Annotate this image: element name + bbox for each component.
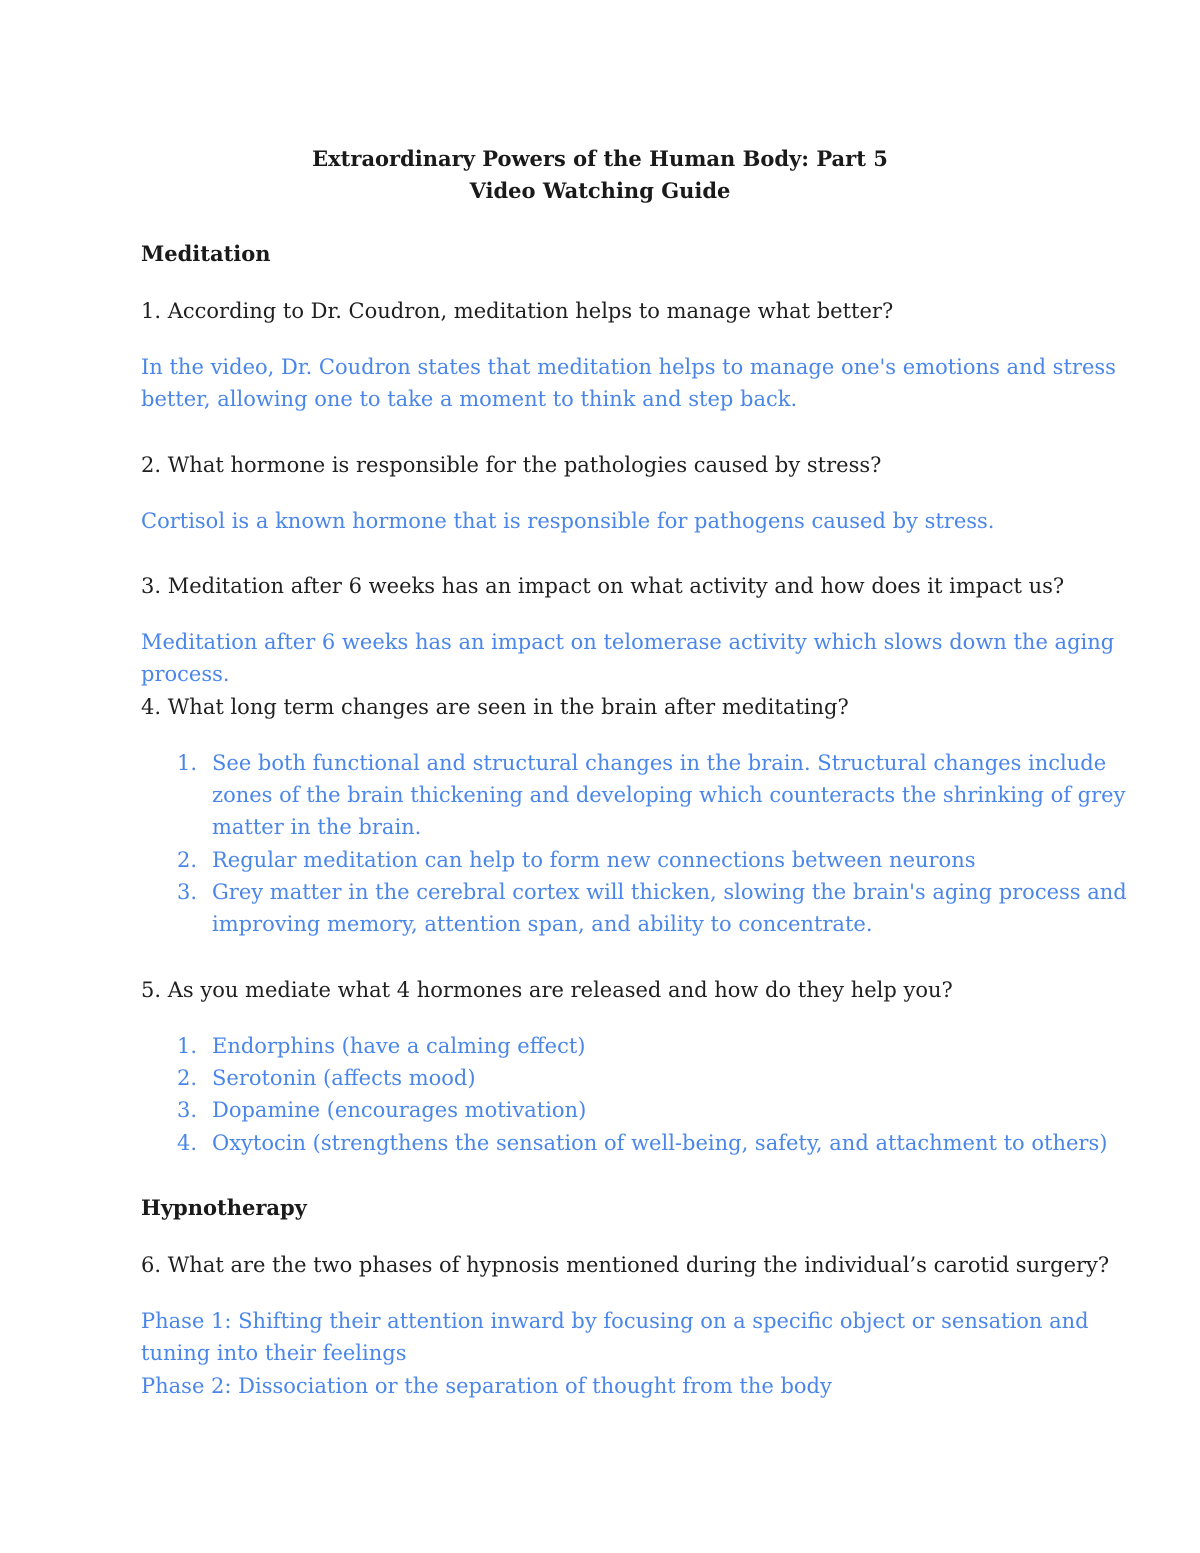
list-number: 2. — [177, 1066, 198, 1090]
list-number: 2. — [177, 848, 198, 872]
answer-1-line-2: better, allowing one to take a moment to think and step back. — [141, 387, 798, 411]
answer-3-line-1: Meditation after 6 weeks has an impact on telomerase activity which slows down the aging — [141, 630, 1115, 654]
section-heading-meditation: Meditation — [141, 241, 271, 266]
question-4: 4. What long term changes are seen in the brain after meditating? — [141, 695, 849, 719]
answer-1-line-1: In the video, Dr. Coudron states that meditation helps to manage one's emotions and stress — [141, 355, 1116, 379]
question-1: 1. According to Dr. Coudron, meditation helps to manage what better? — [141, 299, 894, 323]
list-text-continued: improving memory, attention span, and ability to concentrate. — [212, 912, 873, 936]
list-number: 3. — [177, 880, 198, 904]
document-title — [0, 143, 1200, 207]
list-number: 1. — [177, 751, 198, 775]
list-text: Regular meditation can help to form new connections between neurons — [212, 848, 976, 872]
list-text: See both functional and structural changes in the brain. Structural changes include — [212, 751, 1107, 775]
list-text: Endorphins (have a calming effect) — [212, 1034, 586, 1058]
title-line-1: Extraordinary Powers of the Human Body: Part 5 — [312, 146, 888, 171]
list-text: Serotonin (affects mood) — [212, 1066, 476, 1090]
answer-6-phase-1-line-2: tuning into their feelings — [141, 1341, 407, 1365]
list-text: Oxytocin (strengthens the sensation of well-being, safety, and attachment to others) — [212, 1131, 1108, 1155]
list-number: 4. — [177, 1131, 198, 1155]
list-text: Dopamine (encourages motivation) — [212, 1098, 587, 1122]
answer-6-phase-2: Phase 2: Dissociation or the separation of thought from the body — [141, 1374, 832, 1398]
question-6: 6. What are the two phases of hypnosis mentioned during the individual’s carotid surgery? — [141, 1253, 1110, 1277]
list-number: 1. — [177, 1034, 198, 1058]
section-heading-hypnotherapy: Hypnotherapy — [141, 1195, 307, 1220]
title-line-2: Video Watching Guide — [469, 178, 731, 203]
question-5: 5. As you mediate what 4 hormones are released and how do they help you? — [141, 978, 953, 1002]
list-text-continued: zones of the brain thickening and developing which counteracts the shrinking of grey — [212, 783, 1126, 807]
list-number: 3. — [177, 1098, 198, 1122]
answer-2: Cortisol is a known hormone that is responsible for pathogens caused by stress. — [141, 509, 995, 533]
question-2: 2. What hormone is responsible for the pathologies caused by stress? — [141, 453, 882, 477]
list-text-continued: matter in the brain. — [212, 815, 422, 839]
list-text: Grey matter in the cerebral cortex will thicken, slowing the brain's aging process and — [212, 880, 1127, 904]
question-3: 3. Meditation after 6 weeks has an impact on what activity and how does it impact us? — [141, 574, 1065, 598]
answer-3-line-2: process. — [141, 662, 230, 686]
answer-6-phase-1-line-1: Phase 1: Shifting their attention inward by focusing on a specific object or sensation and — [141, 1309, 1089, 1333]
